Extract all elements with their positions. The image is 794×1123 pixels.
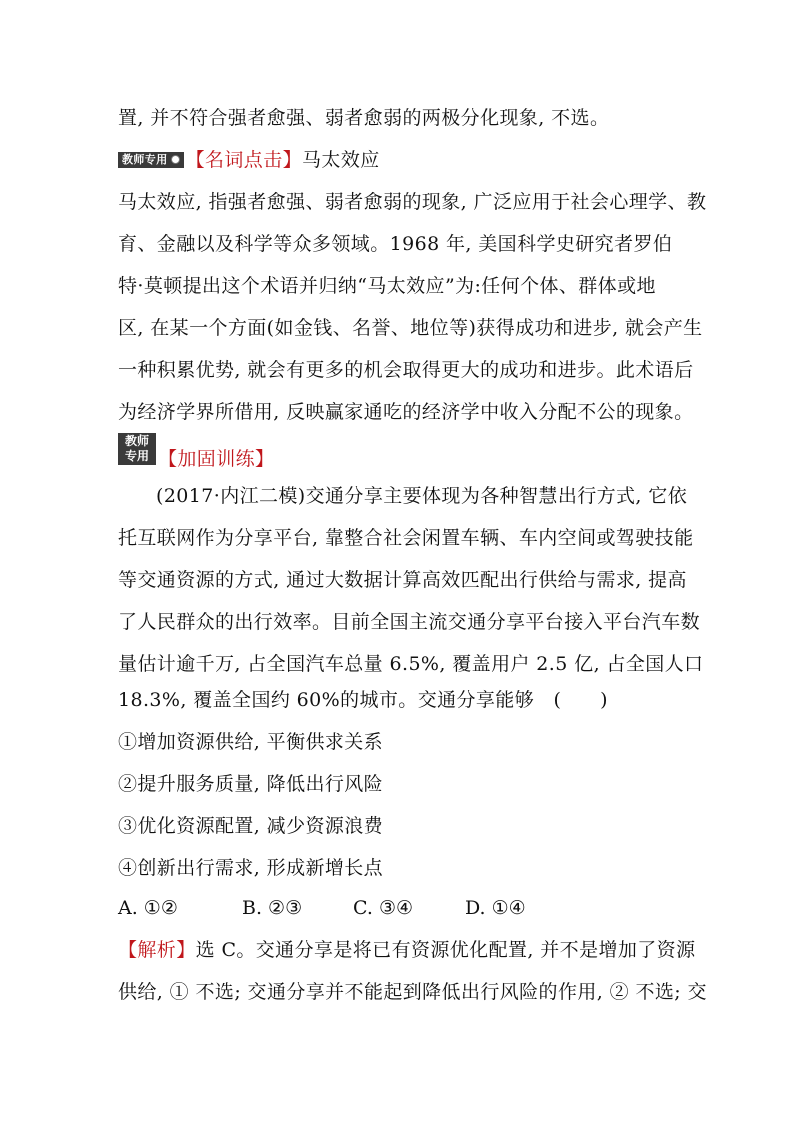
term-heading-title: 马太效应 <box>302 149 380 171</box>
analysis-text: 选 C。交通分享是将已有资源优化配置, 并不是增加了资源 <box>195 939 696 961</box>
answer-option: A. ①② <box>118 897 178 919</box>
question-line: 托互联网作为分享平台, 靠整合社会闲置车辆、车内空间或驾驶技能 <box>118 527 694 549</box>
paragraph-line: 马太效应, 指强者愈强、弱者愈弱的现象, 广泛应用于社会心理学、教 <box>118 191 707 213</box>
paragraph-line: 区, 在某一个方面(如金钱、名誉、地位等)获得成功和进步, 就会产生 <box>118 317 703 339</box>
question-line: (2017·内江二模)交通分享主要体现为各种智慧出行方式, 它依 <box>156 485 688 507</box>
question-line: 18.3%, 覆盖全国约 60%的城市。交通分享能够 ( ) <box>118 689 608 711</box>
paragraph-line: 育、金融以及科学等众多领域。1968 年, 美国科学史研究者罗伯 <box>118 233 673 255</box>
answer-option: B. ②③ <box>242 897 303 919</box>
term-heading-label: 【名词点击】 <box>185 149 303 171</box>
question-line: 了人民群众的出行效率。目前全国主流交通分享平台接入平台汽车数 <box>118 611 701 633</box>
paragraph-line: 为经济学界所借用, 反映赢家通吃的经济学中收入分配不公的现象。 <box>118 401 694 423</box>
paragraph-line: 一种积累优势, 就会有更多的机会取得更大的成功和进步。此术语后 <box>118 359 694 381</box>
statement-item: ③优化资源配置, 减少资源浪费 <box>118 815 384 837</box>
answer-option: C. ③④ <box>353 897 414 919</box>
exercise-heading: 【加固训练】 <box>158 448 275 470</box>
analysis-line: 供给, ① 不选; 交通分享并不能起到降低出行风险的作用, ② 不选; 交 <box>118 981 707 1003</box>
teacher-only-badge: 教师 专用 <box>118 433 156 465</box>
circle-icon <box>171 155 180 164</box>
answer-option: D. ①④ <box>465 897 526 919</box>
statement-item: ②提升服务质量, 降低出行风险 <box>118 773 384 795</box>
question-line: 量估计逾千万, 占全国汽车总量 6.5%, 覆盖用户 2.5 亿, 占全国人口 <box>118 653 704 675</box>
analysis-line <box>118 937 695 963</box>
term-heading <box>118 147 380 173</box>
paragraph-line: 置, 并不符合强者愈强、弱者愈弱的两极分化现象, 不选。 <box>118 107 610 129</box>
statement-item: ①增加资源供给, 平衡供求关系 <box>118 731 384 753</box>
question-line: 等交通资源的方式, 通过大数据计算高效匹配出行供给与需求, 提高 <box>118 569 687 591</box>
statement-item: ④创新出行需求, 形成新增长点 <box>118 857 384 879</box>
paragraph-line: 特·莫顿提出这个术语并归纳“马太效应”为:任何个体、群体或地 <box>118 275 656 297</box>
analysis-label: 【解析】 <box>118 939 196 961</box>
teacher-only-badge: 教师专用 <box>118 152 184 168</box>
